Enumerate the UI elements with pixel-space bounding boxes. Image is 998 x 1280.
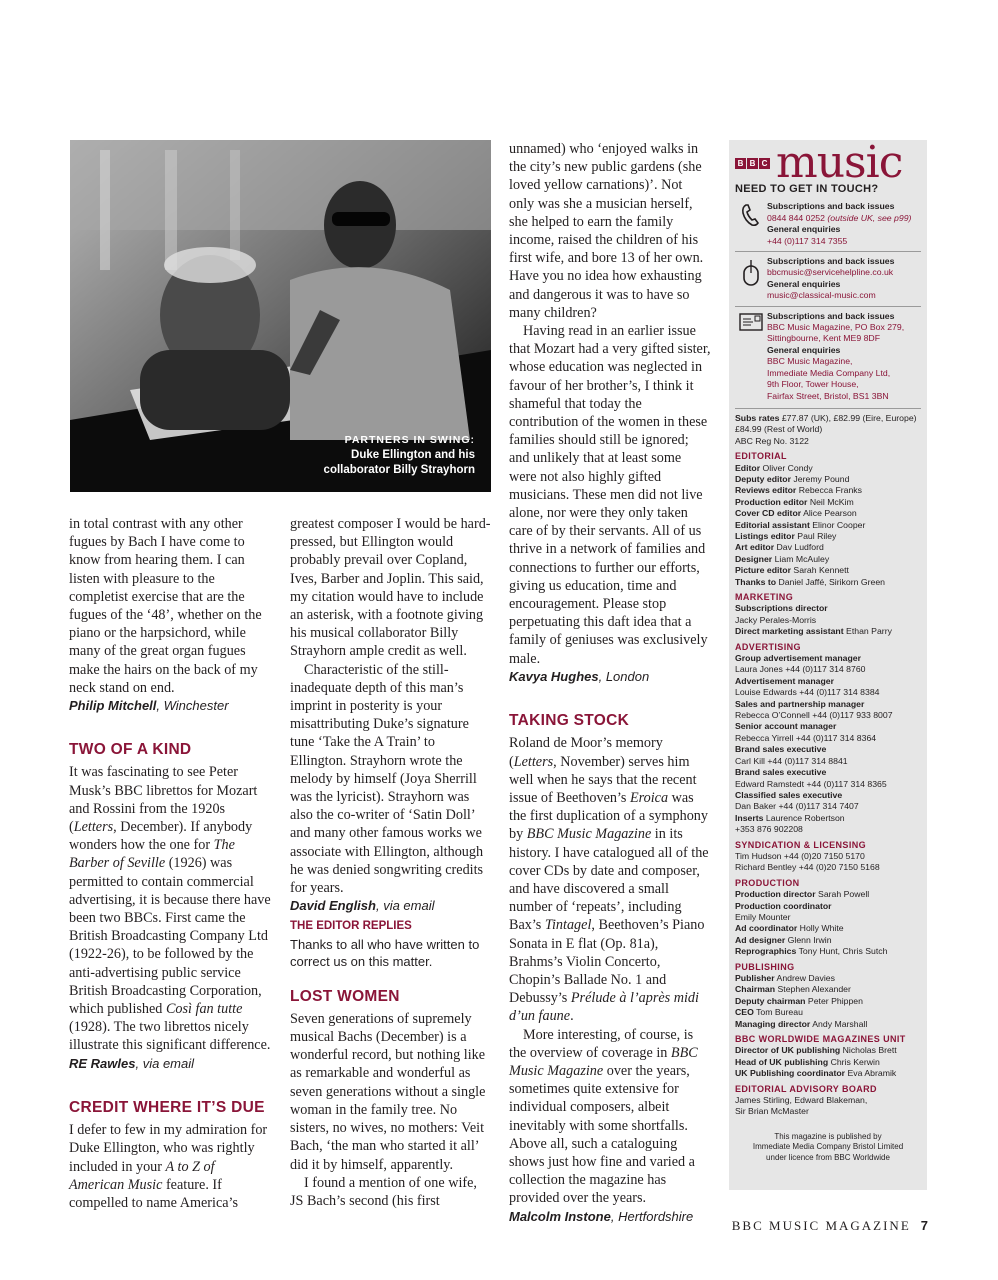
editorial-heading: EDITORIAL	[735, 451, 787, 462]
letter-paragraph: in total contrast with any other fugues by Bach I have come to know from hearing them. I can listen with pleasure to the completist exercise that are the fugues of the ‘48’, whether on the piano or the harpsichord, while many of the great organ fugues make the hairs on the back of my neck stand on end.	[69, 516, 262, 696]
letter-icon	[735, 311, 767, 402]
letter-paragraph: I defer to few in my admiration for Duke Ellington, who was rightly included in your A to Z of American Music feature. If compelled to name America’s	[69, 1122, 268, 1211]
marketing-list: Subscriptions director Jacky Perales-Morris Direct marketing assistant Ethan Parry	[735, 603, 892, 637]
bbc-music-logo	[729, 137, 927, 188]
letter-paragraph: More interesting, of course, is the overview of coverage in BBC Music Magazine over the years, sometimes quite extensive for individual composers, albeit inevitably with some shortfalls. Above all, such a cataloguing shows just how fine and varied a collection the magazine has provided over the years.	[509, 1026, 698, 1207]
syndication-heading: SYNDICATION & LICENSING	[735, 839, 867, 850]
contact-email: Subscriptions and back issues bbcmusic@servicehelpline.co.uk General enquiries music@classical-music.com	[735, 251, 921, 306]
advertising-heading: ADVERTISING	[735, 641, 801, 652]
worldwide-list: Director of UK publishing Nicholas Brett Head of UK publishing Chris Kerwin UK Publishing coordinator Eva Abramik	[735, 1045, 897, 1079]
letter-paragraph: Characteristic of the still-inadequate depth of this man’s imprint in posterity is your misattributing Duke’s signature tune ‘Take the A Train’ to Ellington. Strayhorn wrote the melody by himself (Joya Sherrill was the lyricist). Strayhorn was also the co-writer of ‘Satin Doll’ and many other famous works we associate with Ellington, although he was denied songwriting credits for years.	[290, 661, 484, 897]
photo-caption	[324, 433, 475, 478]
letter-heading-two-of-a-kind: TWO OF A KIND	[69, 741, 192, 759]
editor-replies-heading: THE EDITOR REPLIES	[290, 920, 412, 933]
editor-reply-text: Thanks to all who have written to correct us on this matter.	[290, 936, 480, 969]
page-number: 7	[920, 1218, 928, 1233]
letter-signature: David English, via email	[290, 898, 435, 914]
letter-paragraph: Roland de Moor’s memory (Letters, November) serves him well when he says that the recent issue of Beethoven’s Eroica was the first duplication of a symphony by BBC Music Magazine in its history. I have catalogued all of the cover CDs by date and composer, and have discovered a small number of ‘repeats’, including Bax’s Tintagel, Beethoven’s Piano Sonata in E flat (Op. 81a), Brahms’s Violin Concerto, Chopin’s Ballade No. 1 and Debussy’s Prélude à l’après midi d’un faune.	[509, 735, 709, 1025]
letter-heading-lost-women: LOST WOMEN	[290, 987, 400, 1005]
letter-paragraph: unnamed) who ‘enjoyed walks in the city’s new public gardens (she loved yellow carnations)’. Not only was she a musician herself, she helped to earn the family income, raised the children of his first wife, and bore 13 of her own. Have you no idea how exhausting and dangerous it was to have so many children?	[509, 141, 704, 321]
letter-signature: Malcolm Instone, Hertfordshire	[509, 1208, 694, 1224]
contacts-sidebar	[729, 137, 927, 1190]
need-to-get-in-touch: NEED TO GET IN TOUCH?	[735, 183, 879, 195]
phone-icon	[735, 201, 767, 247]
letter-signature: RE Rawles, via email	[69, 1055, 195, 1071]
production-heading: PRODUCTION	[735, 877, 800, 888]
letter-paragraph: It was fascinating to see Peter Musk’s BBC librettos for Mozart and Rossini from the 1920s (Letters, December). If anybody wonders how the one for The Barber of Seville (1926) was permitted to contain commercial advertising, it is because there have been two BBCs. First came the British Broadcasting Company Ltd (1922-26), to be followed by the anti-advertising public service British Broadcasting Corporation, which published Così fan tutte (1928). The two librettos nicely illustrate this significant difference.	[69, 764, 271, 1054]
caption-line1: Duke Ellington and his	[351, 449, 475, 461]
letter-signature: Philip Mitchell, Winchester	[69, 698, 229, 714]
letter-paragraph: Seven generations of supremely musical Bachs (December) is a wonderful record, but nothing like as remarkable and wonderful as seven generations without a single woman in the family tree. No sisters, no wives, no mothers: Veit Bach, ‘the man who started it all’ did it by himself, apparently.	[290, 1010, 486, 1173]
letter-paragraph: I found a mention of one wife, JS Bach’s second (his first	[290, 1174, 477, 1209]
marketing-heading: MARKETING	[735, 592, 794, 602]
publishing-heading: PUBLISHING	[735, 961, 795, 972]
letter-heading-credit: CREDIT WHERE IT’S DUE	[69, 1098, 265, 1116]
caption-line2: collaborator Billy Strayhorn	[323, 464, 475, 476]
subs-rates: Subs rates £77.87 (UK), £82.99 (Eire, Europe) £84.99 (Rest of World) ABC Reg No. 3122	[735, 408, 921, 447]
advertising-list: Group advertisement manager Laura Jones +44 (0)117 314 8760 Advertisement manager Louise Edwards +44 (0)117 314 8384 Sales and partnership manager Rebecca O’Connell +44 (0)117 933 8007 Senior account manager Rebecca Yirrell +44 (0)117 314 8364 Brand sales executive Carl Kill +44 (0)117 314 8841 Brand sales executive Edward Ramstedt +44 (0)117 314 8365 Classified sales executive Dan Baker +44 (0)117 314 7407 Inserts Laurence Robertson +353 876 902208	[735, 653, 893, 835]
caption-kicker: PARTNERS IN SWING:	[344, 434, 475, 446]
contact-post: Subscriptions and back issues BBC Music Magazine, PO Box 279, Sittingbourne, Kent ME9 8DF General enquiries BBC Music Magazine, Immediate Media Company Ltd, 9th Floor, Tower House, Fairfax Street, Bristol, BS1 3BN	[735, 306, 921, 406]
music-wordmark: music	[776, 137, 903, 188]
photo-duke-ellington-strayhorn	[70, 140, 491, 492]
letter-heading-taking-stock: TAKING STOCK	[509, 712, 630, 730]
publishing-list: Publisher Andrew Davies Chairman Stephen Alexander Deputy chairman Peter Phippen CEO Tom Bureau Managing director Andy Marshall	[735, 973, 868, 1029]
bbc-blocks: B B C	[735, 158, 770, 169]
page-folio	[732, 1218, 928, 1234]
column-3	[509, 140, 711, 1226]
publisher-footnote: This magazine is published by Immediate Media Company Bristol Limited under licence from BBC Worldwide	[752, 1131, 904, 1162]
letter-paragraph: Having read in an earlier issue that Mozart had a very gifted sister, whose education was neglected in favour of her brother’s, I think it shameful that today the contribution of the women in these families should still be ignored; and unlikely that at least some were not also highly gifted musicians. These men did not live alone, nor were they only taken care of by their servants. All of us thrive in a network of families and connections to further our efforts, giving us education, time and encouragement. Please stop perpetuating this daft idea that a family of geniuses was exclusively male.	[509, 323, 711, 667]
column-1	[69, 515, 271, 1212]
mouse-icon	[735, 256, 767, 302]
editorial-list: Editor Oliver Condy Deputy editor Jeremy Pound Reviews editor Rebecca Franks Production editor Neil McKim Cover CD editor Alice Pearson Editorial assistant Elinor Cooper Listings editor Paul Riley Art editor Dav Ludford Designer Liam McAuley Picture editor Sarah Kennett Thanks to Daniel Jaffé, Sirikorn Green	[735, 462, 885, 587]
advisory-heading: EDITORIAL ADVISORY BOARD	[735, 1083, 877, 1094]
production-list: Production director Sarah Powell Production coordinator Emily Mounter Ad coordinator Holly White Ad designer Glenn Irwin Reprographics Tony Hunt, Chris Sutch	[735, 889, 888, 957]
letter-signature: Kavya Hughes, London	[509, 668, 650, 684]
letter-paragraph: greatest composer I would be hard-pressed, but Ellington would probably prevail over Copland, Ives, Barber and Joplin. This said, my citation would have to include an asterisk, with a footnote giving his musical collaborator Billy Strayhorn ample credit as well.	[290, 516, 491, 660]
worldwide-heading: BBC WORLDWIDE MAGAZINES UNIT	[735, 1034, 906, 1045]
advisory-list: James Stirling, Edward Blakeman, Sir Brian McMaster	[735, 1095, 868, 1117]
column-2	[290, 515, 492, 1210]
syndication-list: Tim Hudson +44 (0)20 7150 5170 Richard Bentley +44 (0)20 7150 5168	[735, 850, 880, 873]
contact-phone: Subscriptions and back issues 0844 844 0252 (outside UK, see p99) General enquiries +44 (0)117 314 7355	[735, 197, 921, 251]
magazine-title: BBC MUSIC MAGAZINE	[731, 1218, 911, 1233]
